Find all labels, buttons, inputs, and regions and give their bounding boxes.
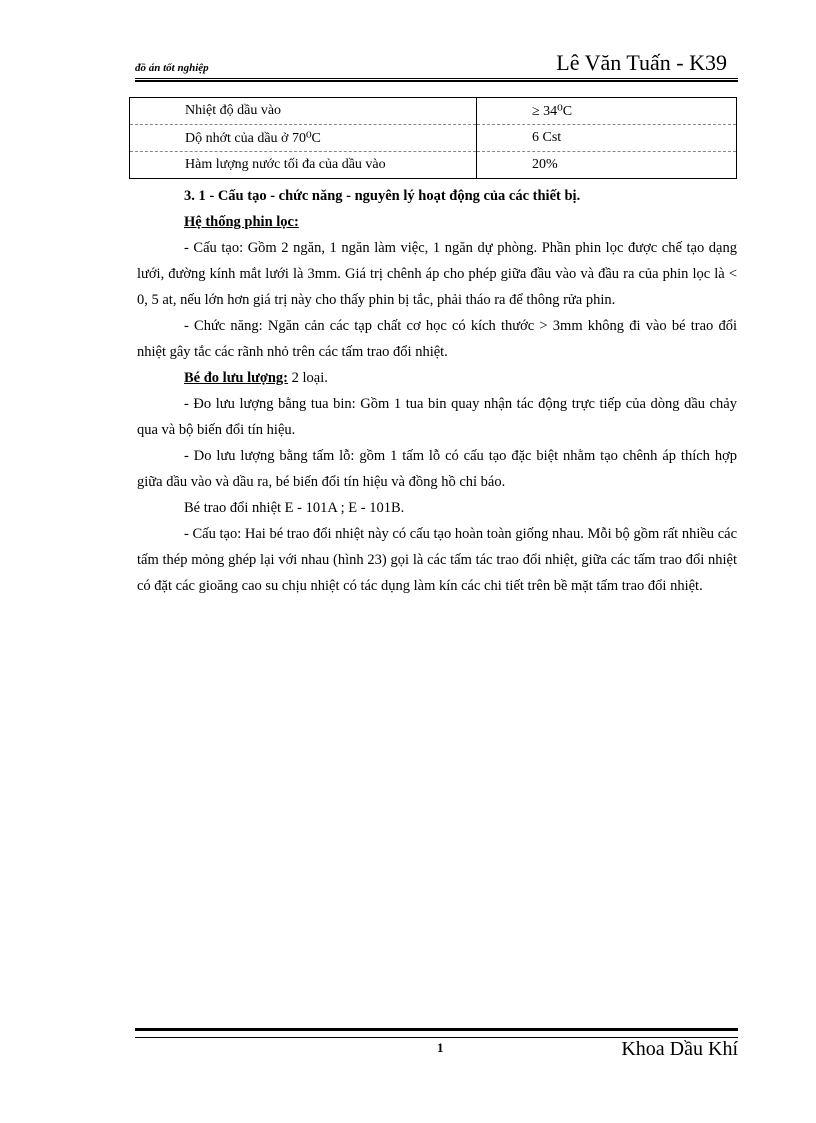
specification-table (129, 97, 737, 179)
flow-turbine-paragraph: - Đo lưu lượng bằng tua bin: Gồm 1 tua bin quay nhận tác động trực tiếp của dòng dầu chảy qua và bộ biến đổi tín hiệu. (137, 396, 737, 438)
table-row (130, 152, 737, 179)
page-header (135, 46, 737, 76)
exchanger-heading-paragraph: Bé trao đổi nhiệt E - 101A ; E - 101B. (184, 500, 405, 516)
footer-faculty: Khoa Dầu Khí (621, 1038, 738, 1060)
table-cell-value: 20% (477, 152, 737, 179)
section-heading: 3. 1 - Cấu tạo - chức năng - nguyên lý hoạt động của các thiết bị. (184, 188, 581, 204)
flow-heading: Bé đo lưu lượng: (184, 370, 288, 386)
exchanger-structure-paragraph: - Cấu tạo: Hai bé trao đổi nhiệt này có cấu tạo hoàn toàn giống nhau. Mỗi bộ gồm rất nhiều các tấm thép mỏng ghép lại với nhau (hình 23) gọi là các tấm tác trao đổi nhiệt, giữa các tấm trao đổi nhiệt có đặt các gioăng cao su chịu nhiệt có tác dụng làm kín các chi tiết trên bề mặt tấm trao đổi nhiệt. (137, 526, 737, 594)
footer-divider (135, 1028, 738, 1038)
table-cell-value: 6 Cst (477, 125, 737, 152)
table-row (130, 125, 737, 152)
flow-heading-tail: 2 loại. (288, 370, 328, 386)
filter-heading-paragraph (137, 209, 737, 235)
flow-orifice-paragraph: - Do lưu lượng bằng tấm lỗ: gồm 1 tấm lỗ có cấu tạo đặc biệt nhằm tạo chênh áp thích hợp giữa dầu vào và dầu ra, bé biến đổi tín hiệu và đồng hồ chỉ báo. (137, 448, 737, 490)
table-cell-label: Nhiệt độ dầu vào (130, 98, 477, 125)
filter-heading: Hệ thống phin lọc: (184, 214, 299, 230)
header-document-type: đồ án tốt nghiệp (135, 62, 209, 74)
table-cell-label: Dộ nhớt của dầu ở 70⁰C (130, 125, 477, 152)
table-cell-value: ≥ 34⁰C (477, 98, 737, 125)
header-divider (135, 78, 738, 82)
filter-structure-paragraph: - Cấu tạo: Gồm 2 ngăn, 1 ngăn làm việc, 1 ngăn dự phòng. Phần phin lọc được chế tạo dạng lưới, đường kính mắt lưới là 3mm. Giá trị chênh áp cho phép giữa đầu vào và đầu ra của phin lọc là < 0, 5 at, nếu lớn hơn giá trị này cho thấy phin bị tắc, phải tháo ra để thông rửa phin. (137, 240, 737, 308)
flow-heading-paragraph (137, 365, 737, 391)
header-author: Lê Văn Tuấn - K39 (556, 50, 727, 75)
table-row (130, 98, 737, 125)
filter-function-paragraph: - Chức năng: Ngăn cản các tạp chất cơ học có kích thước > 3mm không đi vào bé trao đổi nhiệt gây tắc các rãnh nhỏ trên các tấm trao đổi nhiệt. (137, 318, 737, 360)
document-body (137, 183, 737, 599)
table-cell-label: Hàm lượng nước tối đa của dầu vào (130, 152, 477, 179)
page-number: 1 (437, 1040, 444, 1055)
